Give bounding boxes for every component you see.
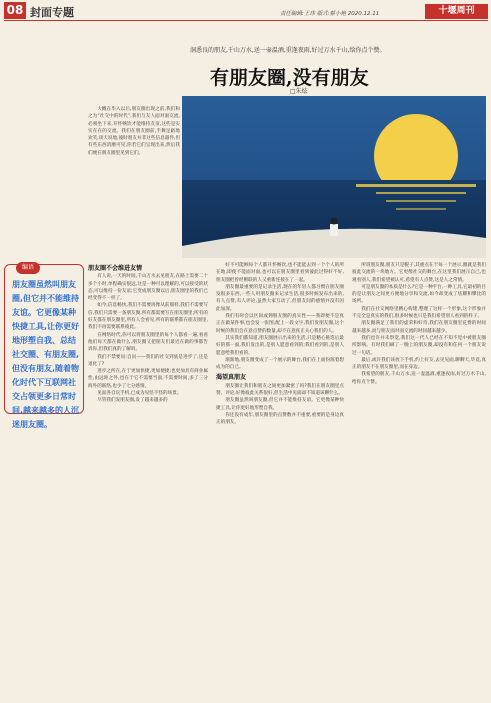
paragraph: 渐渐地,朋友圈变成了一个展示的舞台,我们在上面扮演着想成为的自己。: [216, 357, 344, 371]
paragraph: 尽管我们发朋友圈,发了越来越多的: [97, 398, 168, 404]
article-author: □朱炫: [290, 88, 308, 95]
article-intro: [88, 106, 180, 256]
seated-figure: [330, 218, 338, 237]
header-divider: [4, 20, 488, 21]
editor-credits: 责任编辑:王玮 版式:蔡小艳 2020.12.11: [280, 11, 380, 17]
newspaper-brand: 十堰周刊: [425, 4, 488, 19]
paragraph: 好不可能顾每个人都开怀畅饮,也不能能去到一个个人的所在地,即使不能面对面,也可以在朋友圈里看到彼此过得好不好,朋友圈把曾经断联的人又重新连接在了一起。: [216, 263, 344, 283]
article-title: 有朋友圈,没有朋友: [210, 67, 369, 89]
paragraph: 我们也许并未察觉,我们这一代人已经在不知不觉中被朋友圈所影响。有时我们刷了一晚上的朋友圈,却没有和任何一个朋友说过一句话。: [352, 335, 486, 356]
article-column-2: [216, 262, 344, 698]
paragraph: 见面各自玩手机,已成为见怪不怪的场景。: [97, 391, 182, 397]
article-lead: 洞悉良的朋友,千山万水,送一壶温酒,重逢夜雨,好过万水千山,给你点个赞。: [190, 47, 386, 54]
paragraph: 在网络时代,你可以将朋友圈里的每个人都看一遍,看看他们每天都在做什么,朋友圈又把朋友们最近在做的事都告诉你,但我们真的了解吗。: [88, 332, 208, 353]
article-column-3: [352, 262, 486, 698]
article-column-1: [88, 262, 208, 698]
paragraph: 我们在社交网络里精心构建,整理了这样一个形象,这个形象并不完全是真实的我们,很多时候也只是我们希望别人看到的样子。: [352, 306, 486, 320]
comment-badge: 编语: [16, 262, 40, 274]
paragraph: 有人说,一天的时间,千山万水去见朋友,在路上需要二十多个小时,单程确实很远,这是一种可以理解的,可以接受的状态,可以维持一份友谊;它变成朋友圈以后,朋友圈里的我们已经变得不一样了。: [88, 274, 208, 302]
section-heading: 朋友圈不会维进友情: [88, 265, 143, 272]
section-heading: 渴望真朋友: [216, 374, 247, 382]
paragraph: 我们有时会以区间或拥朋友圈的真实性——我即便不是真正在做某件事,也会发一张图,配上一段文字,我们发朋友圈,这个时候的我们会在意点赞的数量,却不在意真正关心我们的人。: [216, 314, 344, 334]
paragraph: 你还没有成年,朋友圈里的点赞数并不重要,重要的是身边真正的朋友。: [216, 412, 344, 426]
page-number-badge: 08: [4, 2, 26, 19]
paragraph: 其实我们都知道,朋友圈展示出来的生活,只是精心挑选后最好的那一面,我们发出的,是别人愿意看到的;我们看到的,是别人愿意给我们看的。: [216, 335, 344, 356]
paragraph: 我希望的朋友,千山万水,送一壶温酒,重逢夜雨,好过万水千山,给你点个赞。: [352, 372, 486, 385]
comment-text: 朋友圈虽然叫朋友圈,但它并不能维持友谊。它更像某种快捷工具,让你更好地形塑自我、总结社交圈、有朋友圈,但没有朋友,随着物化时代下互联网社交占领更多日常时间,越来越多的人沉迷朋友圈。: [12, 280, 80, 429]
paragraph: 所谓朋友圈,朋友只是幌子,其重点在于每一个展示,圈就是我们彼此交流的一块地方。它更像社交的舞台,在这里我们展示自己,也观看别人,我们希望被认可,希望有人点赞,这是人之常情。: [352, 263, 486, 283]
paragraph: 朋友圈满足了我们的虚荣和好奇,我们在朋友圈里花费的时间越来越多,而与朋友面对面交流的时间越来越少。: [352, 321, 486, 334]
paragraph: 最后,或许我们该放下手机,约上好友,去见见面,聊聊天,毕竟,真正的朋友不在朋友圈里,而在身边。: [352, 357, 486, 371]
paragraph: 进步之所在,在于更加快捷,更加便捷;也更加具有商业属性,由远距之外,也在于它不需要当面,不需要时间,多了三分海外的联络,也少了七分感情。: [88, 369, 208, 389]
paragraph: 可是朋友圈的本质是什么?它是一种平台,一种工具,它最初的目的是让朋友之间更方便地分享和交流,如今却变成了炫耀和攀比的场所。: [352, 284, 486, 305]
intro-paragraph: 大概在毕入以后,朋友圈出现之前,我们和之为“社交中的时代”,我们与友人面对面交流,必须坐下来,开怀畅饮才能维持友谊,这些是实实在在的交流。我们在朋友圈前,手舞足蹈地欢笑,谈天说地,彼时朋友并非这些信息器件,但有些东西消磨可见,你若它们呈现出来,然后我们便在朋友圈里见到它们。: [88, 107, 180, 156]
paragraph: 朋友圈让我们和朋友之间更加紧密了吗?我们在朋友圈里点赞、评论,好像彼此关系很好,但生活中见面却不知道该聊什么。: [216, 383, 344, 397]
paragraph: 我们不禁要问:自问——我们的社交到底是进步了,还是退化了?: [88, 354, 208, 367]
paragraph: 如今,信息畅快,我们不需要再像从前那样,我们不需要写信,我们只需要一条朋友圈,所有都需要写在朋友圈里;所有的好友都在朋友圈里,所有人会看见,所有的联系都在朋友圈里,我们不再需要联系彼此。: [88, 303, 208, 331]
section-title: 封面专题: [30, 6, 74, 19]
paragraph: 朋友圈最重要的是记录生活,现在的年轻人都习惯在朋友圈发很多东西,一些人用朋友圈来记录生活,很多时候发布出来的,有人点赞,有人评论,虽然大家互动了,但朋友间的感情并没有因此加深。: [216, 284, 344, 312]
paragraph: 朋友圈虽然叫朋友圈,但它并不能维持友谊。它更像某种快捷工具,让你更好地形塑自我。: [216, 398, 344, 411]
